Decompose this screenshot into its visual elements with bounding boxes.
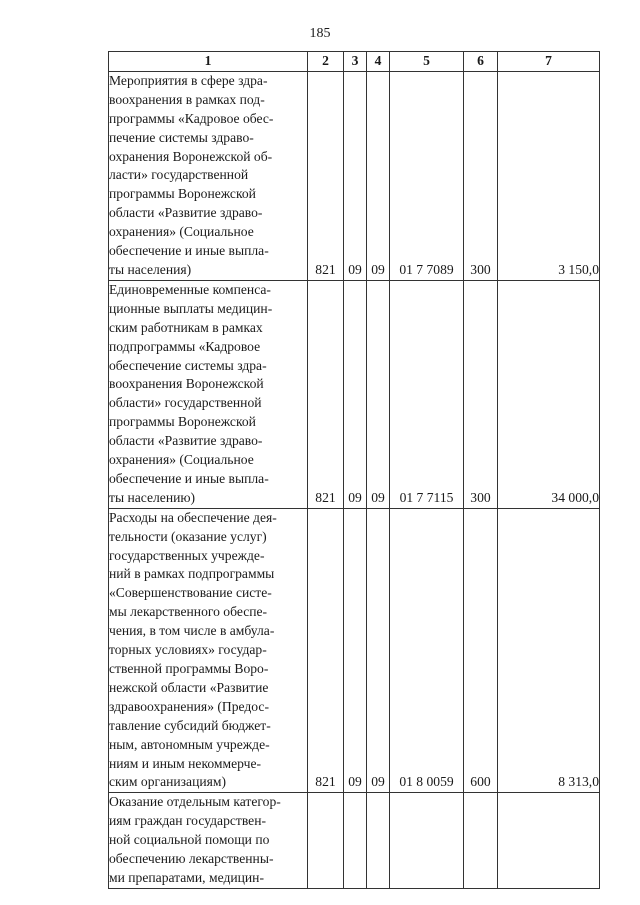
description-line: ственной программы Воро- [109,661,269,676]
description-line: Расходы на обеспечение дея- [109,509,277,525]
subsection-code: 09 [367,71,390,280]
row-description [109,793,308,889]
ministry-code: 821 [308,508,344,793]
description-line: области» государственной [109,395,262,411]
description-line: государственных учрежде- [109,547,265,563]
table-row [109,793,600,889]
description-line: воохранения Воронежской [109,376,264,392]
description-line: ты населению) [109,489,196,505]
target-article-code: 01 7 7115 [390,280,464,508]
description-line: ной социальной помощи по [109,832,270,848]
budget-table [108,51,600,889]
description-line: области «Развитие здраво- [109,433,263,449]
target-article-code [390,793,464,889]
amount: 3 150,0 [498,71,600,280]
description-line: тавление субсидий бюджет- [109,717,271,733]
section-code: 09 [344,508,367,793]
description-line: ционные выплаты медицин- [109,300,273,316]
row-description [109,508,308,793]
description-line: тельности (оказание услуг) [109,528,267,544]
target-article-code: 01 8 0059 [390,508,464,793]
description-line: здравоохранения» (Предос- [109,698,269,714]
description-line: ми препаратами, медицин- [109,869,264,885]
ministry-code [308,793,344,889]
description-line: обеспечение и иные выпла- [109,470,269,486]
row-description [109,71,308,280]
header-col-5: 5 [390,52,464,72]
description-line: печение системы здраво- [109,129,254,145]
subsection-code: 09 [367,508,390,793]
description-line: Оказание отдельным категор- [109,794,281,810]
expense-type-code: 600 [464,508,498,793]
table-row [109,71,600,280]
header-col-4: 4 [367,52,390,72]
description-line: охранения Воронежской об- [109,148,273,164]
amount: 8 313,0 [498,508,600,793]
description-line: «Совершенствование систе- [109,585,272,601]
description-line: иям граждан государствен- [109,813,267,829]
table-row [109,508,600,793]
description-line: области «Развитие здраво- [109,205,263,221]
description-line: ласти» государственной [109,167,249,183]
ministry-code: 821 [308,71,344,280]
expense-type-code [464,793,498,889]
table-row [109,280,600,508]
header-col-1: 1 [109,52,308,72]
description-line: программы Воронежской [109,414,256,430]
header-col-6: 6 [464,52,498,72]
description-line: торных условиях» государ- [109,642,267,658]
ministry-code: 821 [308,280,344,508]
description-line: мы лекарственного обеспе- [109,604,268,620]
description-line: охранения» (Социальное [109,224,254,240]
description-line: программы «Кадровое обес- [109,110,274,126]
header-col-2: 2 [308,52,344,72]
expense-type-code: 300 [464,280,498,508]
description-line: воохранения в рамках под- [109,91,265,107]
description-line: чения, в том числе в амбула- [109,623,275,639]
expense-type-code: 300 [464,71,498,280]
row-description [109,280,308,508]
description-line: ным, автономным учрежде- [109,736,270,752]
description-line: Единовременные компенса- [109,281,271,297]
description-line: обеспечение системы здра- [109,357,267,373]
description-line: ским организациям) [109,774,227,790]
header-col-3: 3 [344,52,367,72]
description-line: ний в рамках подпрограммы [109,566,275,582]
section-code: 09 [344,71,367,280]
section-code: 09 [344,280,367,508]
table-header-row [109,52,600,72]
description-line: нежской области «Развитие [109,679,269,695]
description-line: обеспечение и иные выпла- [109,243,269,259]
page-number: 185 [309,26,331,41]
description-line: охранения» (Социальное [109,452,254,468]
header-col-7: 7 [498,52,600,72]
description-line: ты населения) [109,261,192,277]
description-line: обеспечению лекарственны- [109,851,274,867]
description-line: подпрограммы «Кадровое [109,338,261,354]
target-article-code: 01 7 7089 [390,71,464,280]
description-line: ниям и иным некоммерче- [109,755,262,771]
description-line: Мероприятия в сфере здра- [109,72,268,88]
amount: 34 000,0 [498,280,600,508]
subsection-code [367,793,390,889]
amount [498,793,600,889]
description-line: программы Воронежской [109,186,256,202]
description-line: ским работникам в рамках [109,319,263,335]
section-code [344,793,367,889]
subsection-code: 09 [367,280,390,508]
